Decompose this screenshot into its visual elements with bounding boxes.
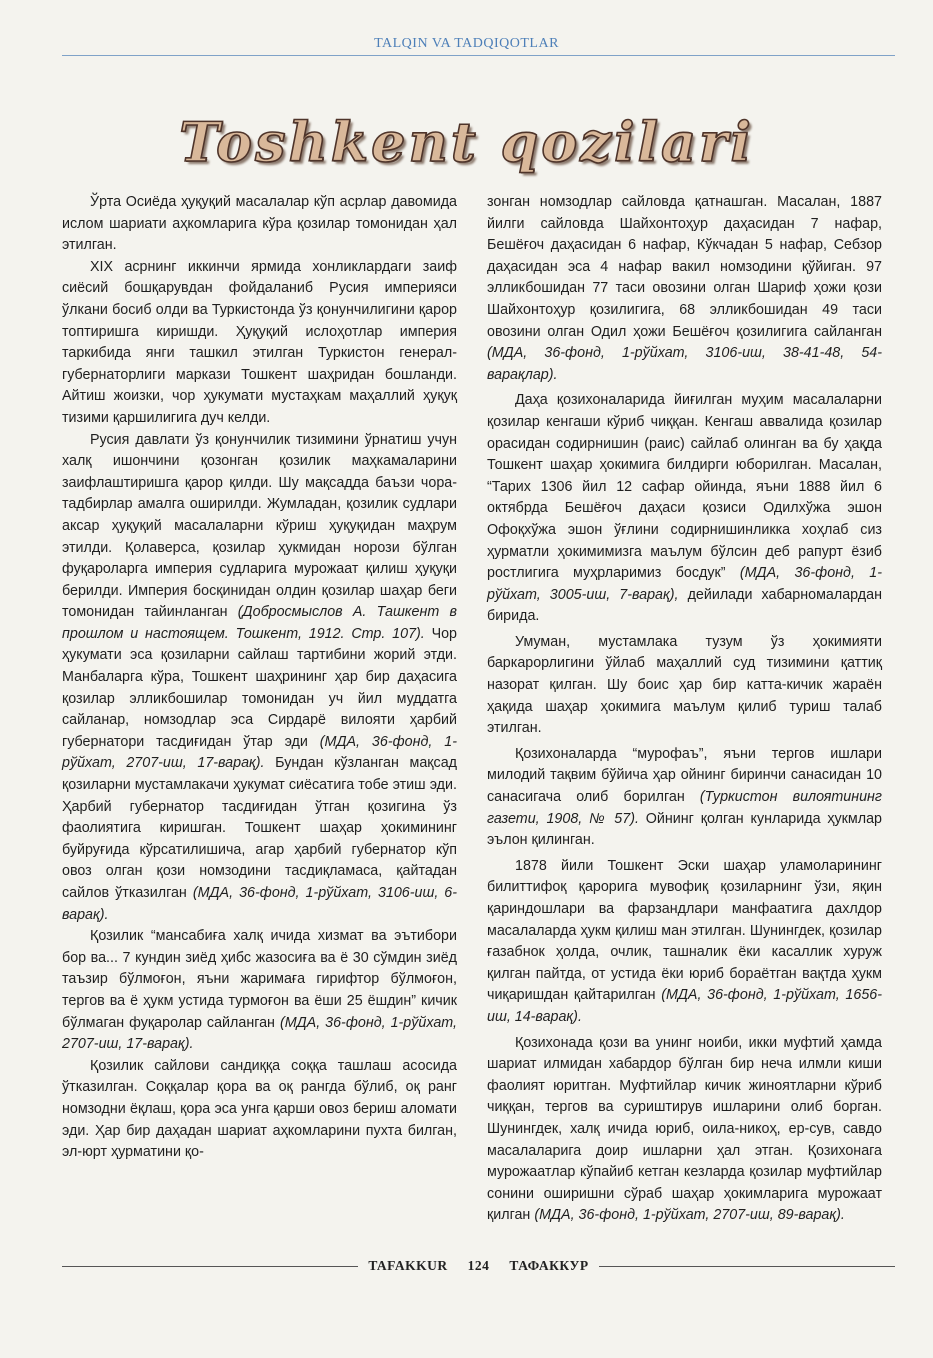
paragraph: Қозилик сайлови сандиққа соққа ташлаш асосида ўтказилган. Соққалар қора ва оқ рангда бўлиб, оқ ранг номзодни ёқлаш, қора эса унга қарши овоз бериш аломати эди. Ҳар бир даҳадан шариат аҳкомларини пухта билган, эл-юрт ҳурматини қо- [62, 1057, 457, 1161]
paragraph: зонган номзодлар сайловда қатнашган. Масалан, 1887 йилги сайловда Шайхонтоҳур даҳасидан 7 нафар, Бешёғоч даҳасидан 6 нафар, Кўкчадан 5 нафар, Себзор даҳасидан эса 4 нафар вакил номзодини қўйиган. 97 элликбошидан 77 таси овозини олган Шариф ҳожи қози Шайхонтоҳур қозилигига, 68 элликбошидан 49 таси овозини олган Одил ҳожи Бешёғоч қозилигига сайланган (МДА, 36-фонд, 1-рўйхат, 3106-иш, 38-41-48, 54-варақлар). [487, 194, 882, 383]
paragraph: Қозилик “мансабиға халқ ичида хизмат ва эътибори бор ва... 7 кундин зиёд ҳибс жазосиға ва ё 30 сўмдин зиёд таъзир бўлмоғон, яъни жаримаға гирифтор бўлмоғон, тергов ва ё ҳукм устида турмоғон ва ёши 25 ёшдин” кичик бўлмаган фуқаролар сайланган (МДА, 36-фонд, 1-рўйхат, 2707-иш, 17-варақ). [62, 928, 458, 1053]
paragraph: 1878 йили Тошкент Эски шаҳар уламоларининг билиттифоқ қарорига мувофиқ қозиларнинг ўзи, яқин қариндошлари ва фарзандлари манфаатига дахлдор масалаларда ҳукм қилиш ман этилган. Шунингдек, қозилар ғазабнок ҳолда, очлик, ташналик ёки касаллик хуруж қилган пайтда, от устида ёки юриб бораётган вақтда ҳукм чиқаришдан қайтарилган (МДА, 36-фонд, 1-рўйхат, 1656-иш, 14-варақ). [487, 857, 882, 1025]
left-column [62, 192, 457, 1237]
citation: (МДА, 36-фонд, 1-рўйхат, 2707-иш, 17-варақ). [62, 1014, 458, 1053]
section-header: TALQIN VA TADQIQOTLAR [374, 36, 559, 51]
footer-magazine-cyrillic: ТАФАККУР [509, 1258, 589, 1273]
citation: (Туркистон вилоятининг газети, 1908, № 57). [487, 789, 882, 827]
citation: (МДА, 36-фонд, 1-рўйхат, 2707-иш, 89-варақ). [530, 1207, 845, 1224]
citation: (МДА, 36-фонд, 1-рўйхат, 1656-иш, 14-варақ). [487, 987, 882, 1025]
page-number: 124 [467, 1258, 490, 1273]
header-rule [62, 55, 895, 56]
footer-rule-right [599, 1266, 895, 1267]
paragraph: Ўрта Осиёда ҳуқуқий масалалар кўп асрлар давомида ислом шариати аҳкомларига кўра қозилар томонидан ҳал этилган. [62, 194, 457, 254]
paragraph: Қозихонада қози ва унинг ноиби, икки муфтий ҳамда шариат илмидан хабардор бўлган бир неча илмли киши фаолият юритган. Муфтийлар кичик жиноятларни кўриб чиққан, тергов ва суриштирув ишларини олиб борган. Шунингдек, халқ ичида юриб, оила-никоҳ, ер-сув, савдо масалаларига доир ишларни ҳал этган. Қозихонага мурожаатлар кўпайиб кетган кезларда қозилар муфтийлар сонини оширишни сўраб шаҳар ҳокимларига мурожаат қилган (МДА, 36-фонд, 1-рўйхат, 2707-иш, 89-варақ). [487, 1034, 882, 1224]
paragraph: Русия давлати ўз қонунчилик тизимини ўрнатиш учун халқ ишончини қозонган қозилик маҳкамаларини заифлаштиришга қарор қилди. Шу мақсадда баъзи чора-тадбирлар амалга оширилди. Жумладан, қозилик судлари аксар ҳуқуқий масалаларни кўриш ҳуқуқидан маҳрум этилди. Қолаверса, қозилар ҳукмидан норози бўлган фуқароларга империя судларига мурожаат қилиш ҳуқуқи берилди. Империя босқинидан олдин қозилар шаҳар беги томонидан тайинланган (Добросмыслов А. Ташкент в прошлом и настоящем. Тошкент, 1912. Стр. 107). Чор ҳукумати эса қозиларни сайлаш тартибини жорий этди. Манбаларга кўра, Тошкент шаҳрининг ҳар бир даҳасига қозилар элликбошилар томонидан уч йил муддатга сайланар, номзодлар эса Сирдарё вилояти ҳарбий губернатори тасдиғидан ўтар эди (МДА, 36-фонд, 1-рўйхат, 2707-иш, 17-варақ). Бундан кўзланган мақсад қозиларни мустамлакачи ҳукумат сиёсатига тобе этиш эди. Ҳарбий губернатор тасдиғидан ўтган қозигина ўз фаолиятига киришган. Тошкент шаҳар ҳокимининг буйруғида кўрсатилишича, агар ҳарбий губернатор кўп овоз олган қози номзодини тасдиқламаса, қайтадан сайлов ўтказилган (МДА, 36-фонд, 1-рўйхат, 3106-иш, 6-варақ). [62, 431, 458, 923]
citation: (МДА, 36-фонд, 1-рўйхат, 3106-иш, 6-варақ). [62, 885, 458, 923]
footer-rule-left [62, 1266, 358, 1267]
citation: (МДА, 36-фонд, 1-рўйхат, 2707-иш, 17-варақ). [62, 733, 457, 772]
paragraph: Даҳа қозихоналарида йиғилган муҳим масалаларни қозилар кенгаши кўриб чиққан. Кенгаш аввалида қозилар орасидан содирнишин (раис) сайлаб олинган ва бу ҳақда Тошкент шаҳар ҳокимига билдирги юборилган. Масалан, “Тарих 1306 йил 12 сафар ойинда, яъни 1888 йил 6 октябрда Бешёғоч даҳаси қозиси Одилхўжа эшон Офоқхўжа эшон ўғлини содирнишинликка хоҳлаб сиз ҳурматли ҳокимимизга маълум бўлсин деб рапурт ёзиб ростлигига муҳрларимиз босдук” (МДА, 36-фонд, 1-рўйхат, 3005-иш, 7-варақ), дейилади хабарномалардан бирида. [487, 392, 882, 625]
citation: (МДА, 36-фонд, 1-рўйхат, 3106-иш, 38-41-48, 54-варақлар). [487, 345, 882, 383]
paragraph: Қозихоналарда “мурофаъ”, яъни тергов ишлари милодий тақвим бўйича ҳар ойнинг биринчи санасидан 10 санасигача олиб борилган (Туркистон вилоятининг газети, 1908, № 57). Ойнинг қолган кунларида ҳукмлар эълон қилинган. [487, 745, 882, 849]
paragraph: Умуман, мустамлака тузум ўз ҳокимияти баркарорлигини ўйлаб маҳаллий суд тизимини қаттиқ назорат қилган. Шу боис ҳар бир катта-кичик жараён ҳақида шаҳар ҳокимига маълум қилиб туриш талаб этилган. [487, 633, 882, 737]
article-body [62, 192, 882, 1237]
footer-magazine-latin: TAFAKKUR [368, 1258, 448, 1273]
article-title: Toshkent qozilari [179, 110, 754, 174]
citation: (Добросмыслов А. Ташкент в прошлом и настоящем. Тошкент, 1912. Стр. 107). [62, 604, 457, 642]
page-footer [62, 1258, 895, 1274]
right-column [487, 192, 882, 1237]
citation: (МДА, 36-фонд, 1-рўйхат, 3005-иш, 7-варақ), [487, 565, 882, 603]
paragraph: XIX асрнинг иккинчи ярмида хонликлардаги заиф сиёсий бошқарувдан фойдаланиб Русия империяси ўлкани босиб олди ва Туркистонда ўз қонунчилигини қарор топтиришга киришди. Ҳуқуқий ислоҳотлар империя таркибида янги ташкил этилган Туркистон генерал-губернаторлиги маркази Тошкент шаҳридан бошланди. Айтиш жоизки, чор ҳукумати мустаҳкам маҳаллий ҳуқуқ тизими қаршилигига дуч келди. [62, 258, 457, 426]
